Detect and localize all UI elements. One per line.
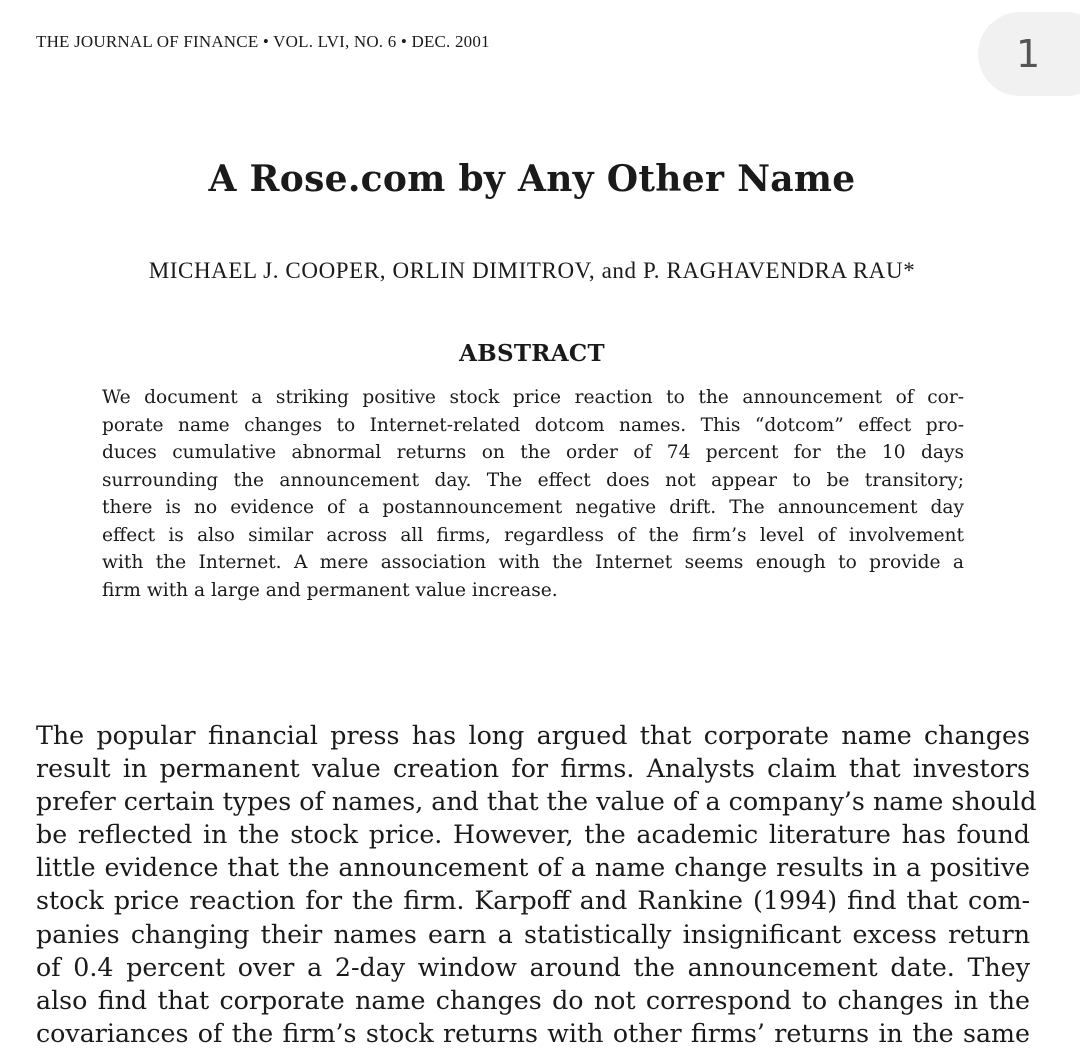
body-line: The popular financial press has long argued that corporate name changes <box>36 721 1030 750</box>
body-line: covariances of the firm’s stock returns with other firms’ returns in the same <box>36 1018 1030 1048</box>
abstract-line: with the Internet. A mere association with the Internet seems enough to provide a <box>102 552 964 573</box>
body-line: stock price reaction for the firm. Karpoff and Rankine (1994) find that com- <box>36 886 1030 916</box>
abstract-line: firm with a large and permanent value increase. <box>102 579 558 601</box>
abstract-line: effect is also similar across all firms, regardless of the firm’s level of involvement <box>102 524 964 546</box>
abstract-line: duces cumulative abnormal returns on the order of 74 percent for the 10 days <box>102 442 964 463</box>
page-number-badge <box>978 12 1080 96</box>
abstract-heading: ABSTRACT <box>459 340 605 367</box>
abstract-line: We document a striking positive stock price reaction to the announcement of cor- <box>102 387 964 408</box>
body-line: be reflected in the stock price. However, the academic literature has found <box>36 820 1030 850</box>
running-head: THE JOURNAL OF FINANCE • VOL. LVI, NO. 6 • DEC. 2001 <box>36 32 490 51</box>
body-line: result in permanent value creation for firms. Analysts claim that investors <box>36 754 1030 784</box>
body-line: prefer certain types of names, and that the value of a company’s name should <box>36 787 1037 817</box>
body-line: also find that corporate name changes do not correspond to changes in the <box>36 985 1030 1015</box>
body-line: little evidence that the announcement of a name change results in a positive <box>36 853 1030 883</box>
paper-title: A Rose.com by Any Other Name <box>208 158 856 200</box>
body-line: panies changing their names earn a statistically insignificant excess return <box>36 919 1030 949</box>
abstract-line: there is no evidence of a postannouncement negative drift. The announcement day <box>102 497 964 518</box>
abstract-line: surrounding the announcement day. The effect does not appear to be transitory; <box>102 469 964 491</box>
body-line: of 0.4 percent over a 2-day window around the announcement date. They <box>36 952 1030 982</box>
body-paragraph <box>36 719 1037 1050</box>
page-number: 1 <box>1016 32 1041 76</box>
abstract-text <box>102 384 964 604</box>
paper-authors: MICHAEL J. COOPER, ORLIN DIMITROV, and P. RAGHAVENDRA RAU* <box>148 258 916 283</box>
abstract-line: porate name changes to Internet-related dotcom names. This “dotcom” effect pro- <box>102 414 964 436</box>
